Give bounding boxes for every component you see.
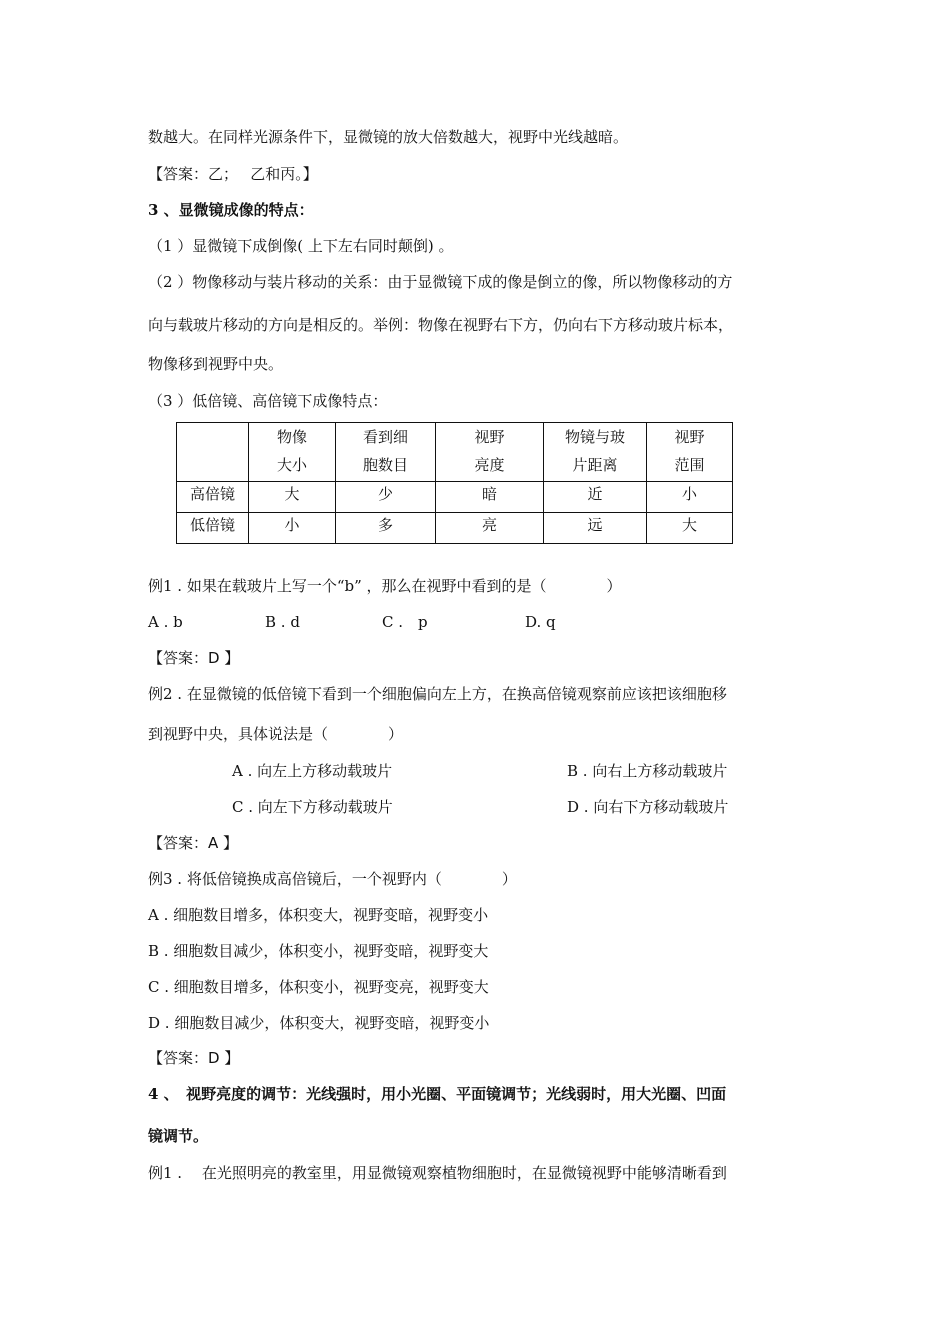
option-d: D . 向右下方移动载玻片	[567, 798, 729, 816]
table-cell: 少	[336, 482, 436, 513]
section-heading: 4 、 视野亮度的调节：光线强时，用小光圈、平面镜调节；光线弱时，用大光圈、凹面	[148, 1085, 727, 1103]
answer-line: 【答案：A 】	[148, 834, 239, 852]
table-cell: 大	[249, 482, 336, 513]
table-cell: 远	[544, 513, 647, 544]
comparison-table	[176, 422, 733, 544]
question-text: 例1 . 在光照明亮的教室里，用显微镜观察植物细胞时，在显微镜视野中能够清晰看到	[148, 1164, 727, 1182]
table-header-cell: 视野 范围	[647, 423, 733, 482]
table-cell: 近	[544, 482, 647, 513]
question-text: 例3 . 将低倍镜换成高倍镜后，一个视野内（ ）	[148, 870, 517, 888]
option-c: C . p	[382, 613, 428, 631]
question-text: 例1 . 如果在载玻片上写一个“b” ，那么在视野中看到的是（ ）	[148, 577, 622, 595]
option-c: C . 向左下方移动载玻片	[232, 798, 393, 816]
table-header-cell: 看到细 胞数目	[336, 423, 436, 482]
text-line: （1 ）显微镜下成倒像( 上下左右同时颠倒) 。	[148, 237, 454, 255]
answer-line: 【答案：乙； 乙和丙。】	[148, 165, 318, 183]
answer-line: 【答案：D 】	[148, 1049, 240, 1067]
text-line: 数越大。在同样光源条件下，显微镜的放大倍数越大，视野中光线越暗。	[148, 128, 629, 146]
option-b: B . 向右上方移动载玻片	[567, 762, 728, 780]
table-cell: 小	[249, 513, 336, 544]
section-heading: 镜调节。	[148, 1127, 209, 1145]
question-text: 到视野中央，具体说法是（ ）	[148, 725, 404, 743]
text-line: 向与载玻片移动的方向是相反的。举例：物像在视野右下方，仍向右下方移动玻片标本，	[148, 316, 734, 334]
option-b: B . d	[265, 613, 300, 631]
option-a: A . 向左上方移动载玻片	[232, 762, 393, 780]
table-cell: 暗	[436, 482, 544, 513]
table-cell: 低倍镜	[177, 513, 249, 544]
table-cell: 大	[647, 513, 733, 544]
text-line: （3 ）低倍镜、高倍镜下成像特点：	[148, 392, 388, 410]
table-row	[177, 513, 733, 544]
table-cell: 亮	[436, 513, 544, 544]
text-line: 物像移到视野中央。	[148, 355, 284, 373]
answer-line: 【答案：D 】	[148, 649, 240, 667]
table-cell: 多	[336, 513, 436, 544]
option-b: B . 细胞数目减少，体积变小，视野变暗，视野变大	[148, 942, 489, 960]
option-a: A . b	[148, 613, 183, 631]
option-d: D. q	[525, 613, 556, 631]
table-row	[177, 482, 733, 513]
table-cell: 小	[647, 482, 733, 513]
section-heading: 3 、显微镜成像的特点：	[148, 201, 314, 219]
table-header-cell	[177, 423, 249, 482]
table-header-row	[177, 423, 733, 482]
table-header-cell: 物镜与玻 片距离	[544, 423, 647, 482]
question-text: 例2 . 在显微镜的低倍镜下看到一个细胞偏向左上方，在换高倍镜观察前应该把该细胞移	[148, 685, 727, 703]
text-line: （2 ）物像移动与装片移动的关系：由于显微镜下成的像是倒立的像，所以物像移动的方	[148, 273, 733, 291]
table-header-cell: 视野 亮度	[436, 423, 544, 482]
table-header-cell: 物像 大小	[249, 423, 336, 482]
table-cell: 高倍镜	[177, 482, 249, 513]
option-c: C . 细胞数目增多，体积变小，视野变亮，视野变大	[148, 978, 489, 996]
option-d: D . 细胞数目减少，体积变大，视野变暗，视野变小	[148, 1014, 490, 1032]
option-a: A . 细胞数目增多，体积变大，视野变暗，视野变小	[148, 906, 489, 924]
